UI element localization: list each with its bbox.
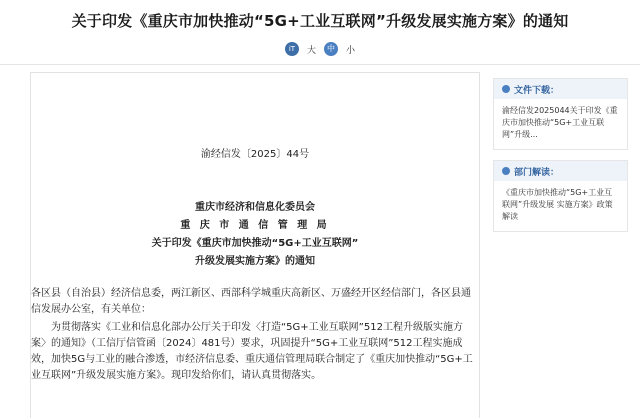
addressee-paragraph: 各区县（自治县）经济信息委，两江新区、西部科学城重庆高新区、万盛经开区经信部门，各区县通信发展办公室，有关单位：: [31, 288, 471, 315]
interpretation-box: [493, 160, 628, 232]
header-divider: [0, 64, 640, 65]
body-paragraph: 为贯彻落实《工业和信息化部办公厅关于印发〈打造“5G+工业互联网”512工程升级版实施方案〉的通知》（工信厅信管函〔2024〕481号）要求，巩固提升“5G+工业互联网”512工程实施成效，加快5G与工业的融合渗透，市经济信息委、重庆通信管理局联合制定了《重庆加快推动“5G+工业互联网”升级发展实施方案》。现印发给你们，请认真贯彻落实。: [31, 322, 473, 381]
font-size-large-button[interactable]: 大: [306, 45, 316, 56]
issuer-communications-bureau: 重 庆 市 通 信 管 理 局: [180, 220, 330, 231]
interpretation-header: [494, 161, 627, 181]
notice-title-line-1: 关于印发《重庆市加快推动“5G+工业互联网”: [151, 238, 359, 249]
article-panel: [30, 72, 480, 418]
font-size-controls: [0, 42, 640, 56]
downloads-box: [493, 78, 628, 150]
downloads-header: [494, 79, 627, 99]
download-icon: [502, 85, 510, 93]
doc-number: 渝经信发〔2025〕44号: [200, 149, 310, 160]
interpretation-icon: [502, 167, 510, 175]
sidebar: [493, 78, 628, 232]
page-title: 关于印发《重庆市加快推动“5G+工业互联网”升级发展实施方案》的通知: [71, 12, 569, 30]
interpretation-link[interactable]: 《重庆市加快推动“5G+工业互联网”升级发展 实施方案》政策解读: [502, 188, 613, 221]
font-size-icon: iT: [285, 42, 299, 56]
downloads-heading: 文件下载：: [514, 85, 560, 96]
issuer-economic-commission: 重庆市经济和信息化委员会: [195, 202, 315, 213]
font-size-medium-button[interactable]: 中: [324, 42, 338, 56]
notice-title-line-2: 升级发展实施方案》的通知: [195, 256, 315, 267]
font-size-small-button[interactable]: 小: [346, 45, 356, 56]
download-file-link[interactable]: 渝经信发2025044关于印发《重庆市加快推动“5G+工业互联网”升级...: [502, 106, 618, 139]
interpretation-heading: 部门解读：: [514, 167, 560, 178]
